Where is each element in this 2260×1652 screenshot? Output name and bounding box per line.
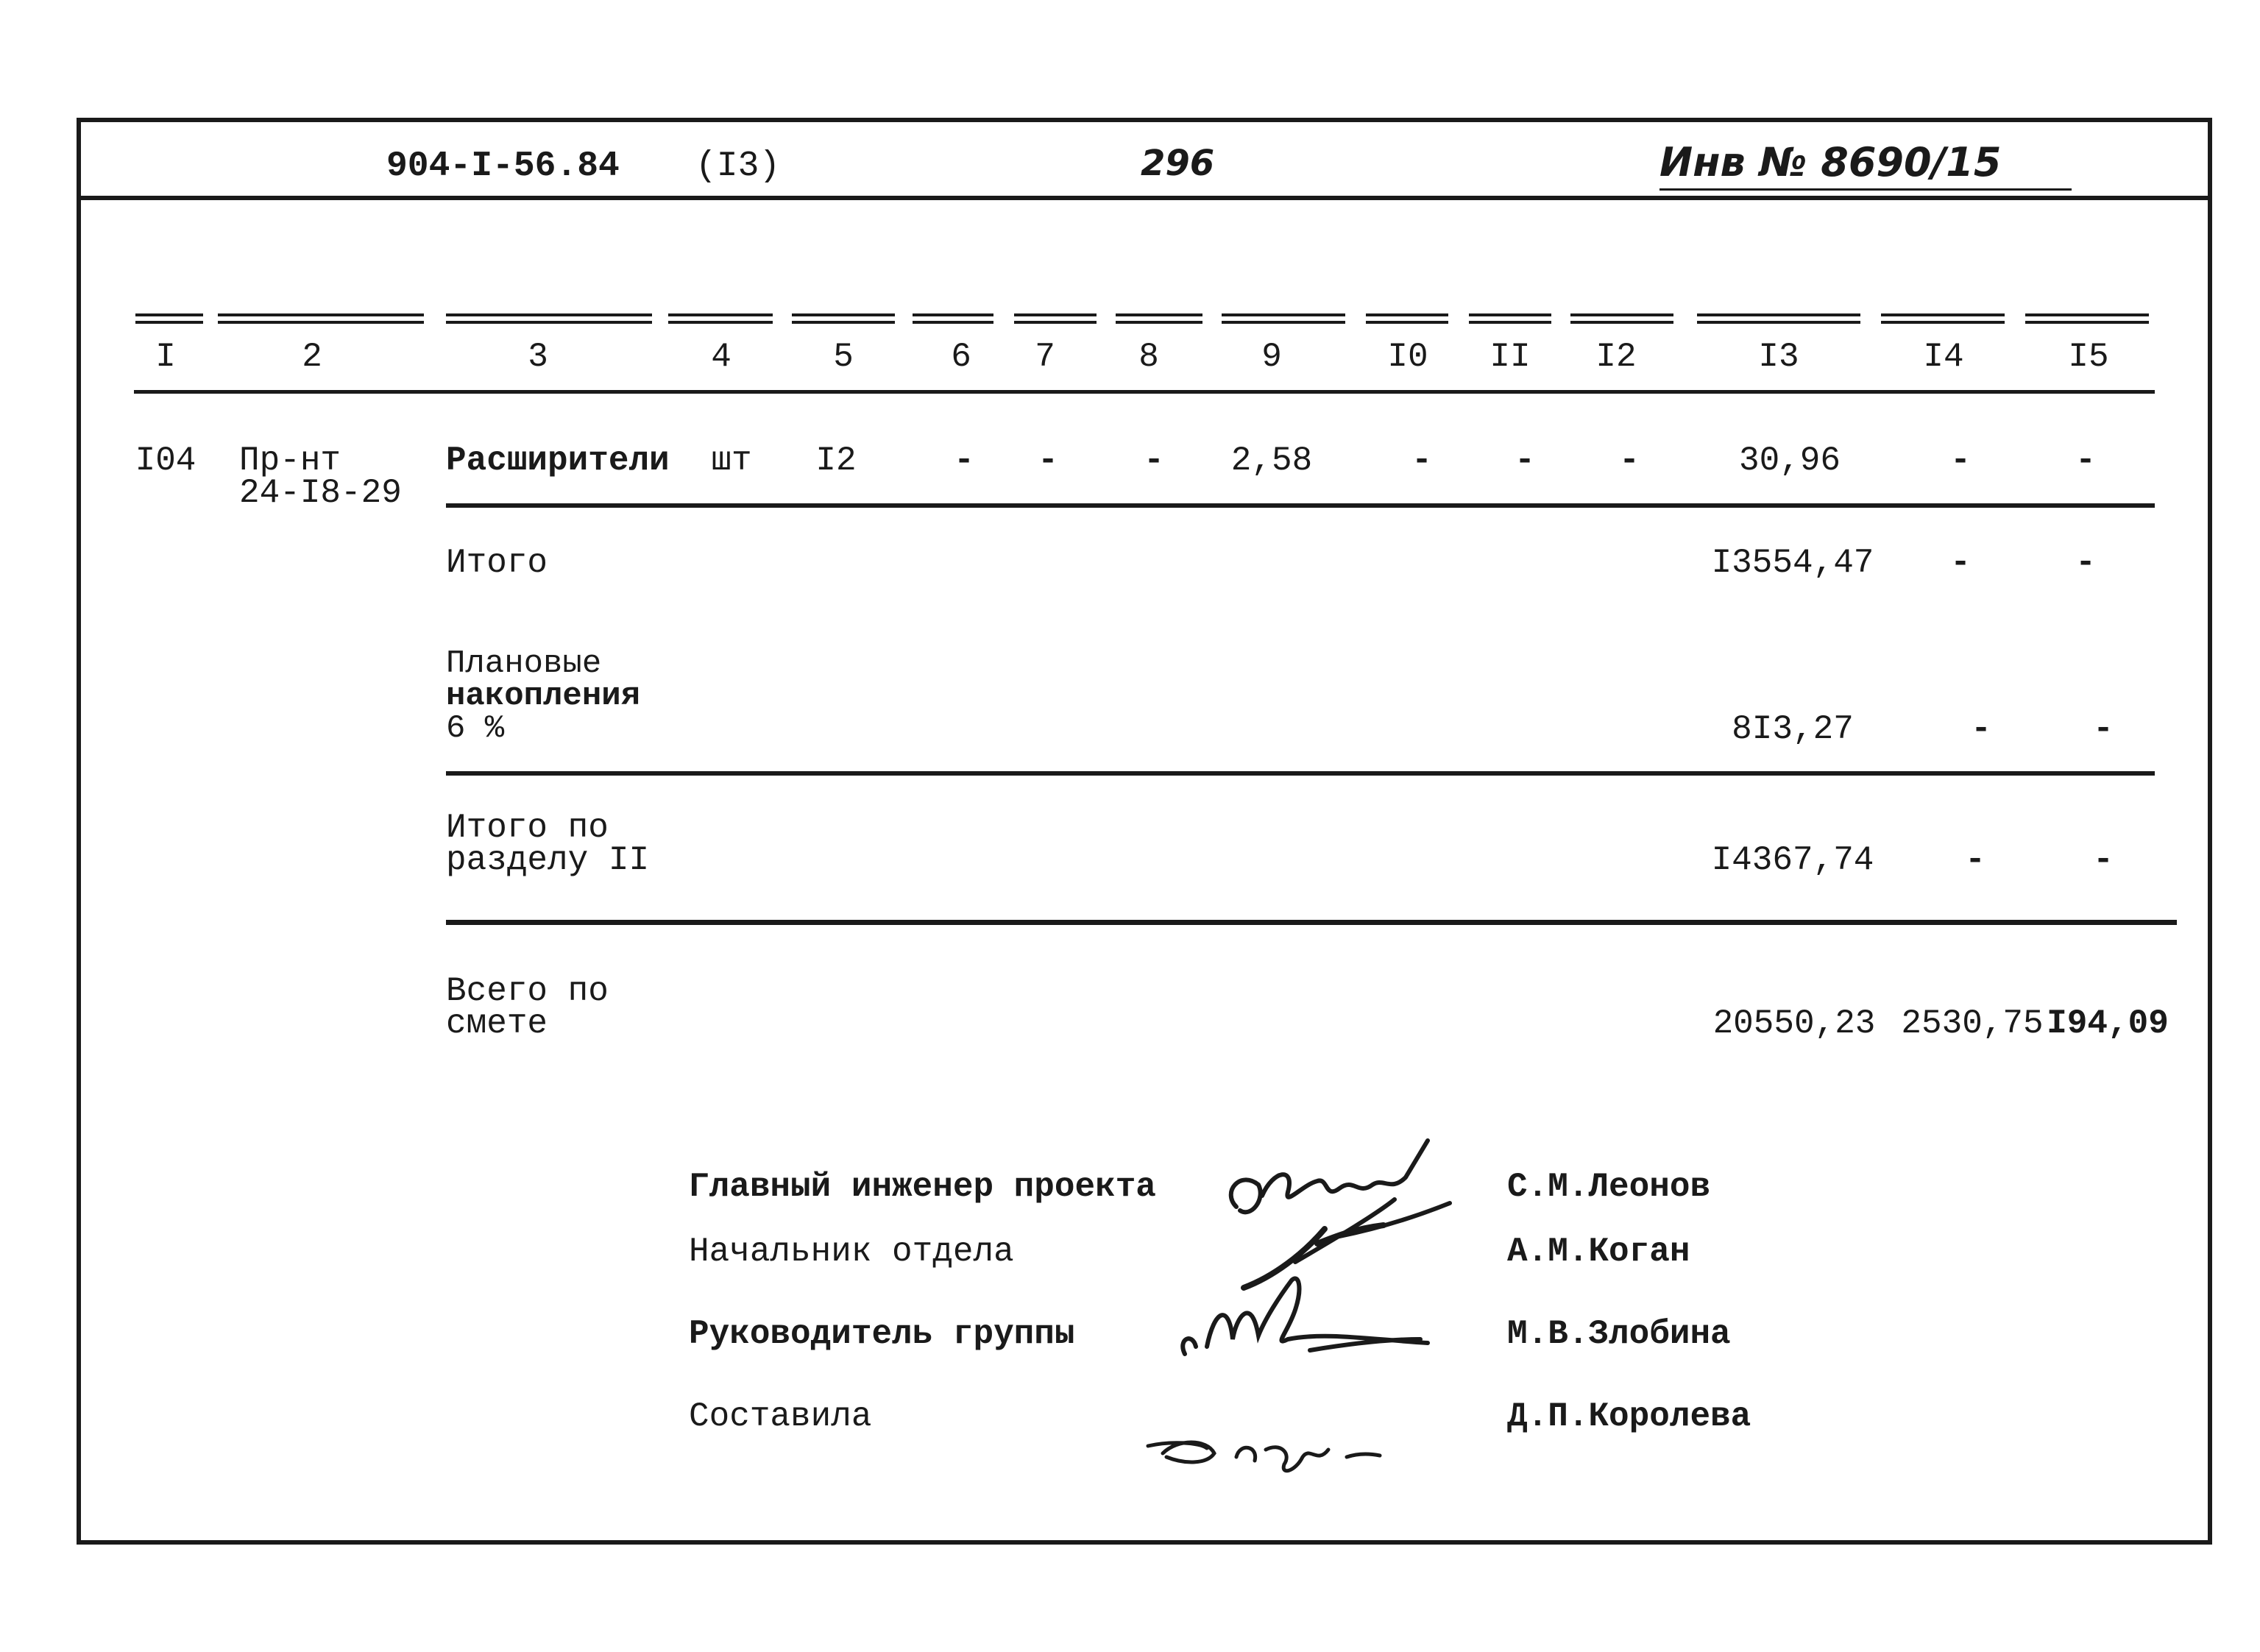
planned-label-line2: накопления xyxy=(446,678,641,715)
signature-name: Д.П.Королева xyxy=(1507,1397,1751,1436)
col-number: I5 xyxy=(2068,338,2109,376)
col-stub xyxy=(1014,313,1097,324)
signature-name: С.М.Леонов xyxy=(1507,1168,1711,1206)
col-stub xyxy=(135,313,203,324)
col-number: I2 xyxy=(1595,338,1637,376)
row-qty: I2 xyxy=(815,442,857,480)
col-number: I xyxy=(155,338,176,376)
col-stub xyxy=(1881,313,2005,324)
total-col15: - xyxy=(2075,544,2096,582)
col-number: 8 xyxy=(1138,338,1159,376)
col-number: II xyxy=(1489,338,1531,376)
grand-total-line2: смете xyxy=(446,1004,548,1043)
row-col8: - xyxy=(1144,442,1164,480)
col-stub xyxy=(446,313,652,324)
page-number: 296 xyxy=(1141,143,1215,184)
col-stub xyxy=(1222,313,1345,324)
col-number: I3 xyxy=(1758,338,1799,376)
planned-col14: - xyxy=(1971,710,1991,748)
signature-role: Руководитель группы xyxy=(689,1315,1075,1353)
frame-right-border xyxy=(2208,118,2212,1545)
frame-left-border xyxy=(77,118,81,1545)
signature-name: М.В.Злобина xyxy=(1507,1315,1731,1353)
row-col12: - xyxy=(1619,442,1640,480)
section-total-col14: - xyxy=(1965,841,1986,879)
row-col15: - xyxy=(2075,442,2096,480)
row-col10: - xyxy=(1411,442,1432,480)
row-number: I04 xyxy=(135,442,196,480)
row-unit: шт xyxy=(711,442,752,480)
frame-top-border xyxy=(77,118,2212,122)
inventory-number: Инв № 8690/15 xyxy=(1659,139,2002,185)
row-col14: - xyxy=(1950,442,1971,480)
column-header-rule xyxy=(134,390,2155,394)
inventory-underline xyxy=(1659,188,2072,191)
signature-role: Начальник отдела xyxy=(689,1233,1014,1271)
col-number: 4 xyxy=(711,338,732,376)
row-code-line1: Пр-нт xyxy=(239,442,341,480)
col-stub xyxy=(792,313,895,324)
row-name: Расширители xyxy=(446,442,670,480)
planned-rule xyxy=(446,771,2155,776)
total-col14: - xyxy=(1950,544,1971,582)
planned-col15: - xyxy=(2093,710,2114,748)
row-price: 2,58 xyxy=(1230,442,1313,480)
col-stub xyxy=(1697,313,1860,324)
grand-total-col13: 20550,23 xyxy=(1712,1004,1876,1043)
planned-col13: 8I3,27 xyxy=(1732,710,1854,748)
col-stub xyxy=(1366,313,1448,324)
row-col11: - xyxy=(1515,442,1535,480)
signature-role: Главный инженер проекта xyxy=(689,1168,1156,1206)
section-total-line2: разделу II xyxy=(446,841,650,879)
col-stub xyxy=(1469,313,1551,324)
col-stub xyxy=(2025,313,2149,324)
signature-scribble-group-head xyxy=(1163,1266,1442,1369)
col-number: 2 xyxy=(302,338,322,376)
row-rule xyxy=(446,503,2155,508)
grand-total-line1: Всего по xyxy=(446,972,609,1010)
col-stub xyxy=(1116,313,1202,324)
row-col13: 30,96 xyxy=(1738,442,1841,480)
col-number: 6 xyxy=(951,338,971,376)
col-stub xyxy=(668,313,773,324)
col-number: 7 xyxy=(1035,338,1055,376)
col-number: I4 xyxy=(1923,338,1964,376)
planned-label-line1: Плановые xyxy=(446,645,602,682)
album-number: (I3) xyxy=(695,146,781,186)
planned-label-line3: 6 % xyxy=(446,710,505,747)
project-code: 904-I-56.84 xyxy=(386,146,620,186)
col-number: I0 xyxy=(1387,338,1428,376)
signature-role: Составила xyxy=(689,1397,872,1436)
section-total-line1: Итого по xyxy=(446,809,609,847)
col-number: 3 xyxy=(528,338,548,376)
section-total-col13: I4367,74 xyxy=(1711,841,1874,879)
section-total-rule xyxy=(446,920,2177,925)
total-label: Итого xyxy=(446,544,548,582)
col-number: 9 xyxy=(1261,338,1282,376)
row-col6: - xyxy=(954,442,974,480)
grand-total-col14: 2530,75 xyxy=(1901,1004,2044,1043)
col-number: 5 xyxy=(833,338,854,376)
row-col7: - xyxy=(1038,442,1058,480)
signature-name: А.М.Коган xyxy=(1507,1233,1690,1271)
section-total-col15: - xyxy=(2093,841,2114,879)
grand-total-col15: I94,09 xyxy=(2047,1004,2169,1043)
col-stub xyxy=(1570,313,1673,324)
header-separator xyxy=(77,196,2212,200)
signature-scribble-compiler xyxy=(1133,1413,1398,1486)
row-code-line2: 24-I8-29 xyxy=(239,474,402,512)
total-col13: I3554,47 xyxy=(1711,544,1874,582)
col-stub xyxy=(218,313,424,324)
col-stub xyxy=(913,313,993,324)
frame-bottom-border xyxy=(77,1540,2212,1545)
